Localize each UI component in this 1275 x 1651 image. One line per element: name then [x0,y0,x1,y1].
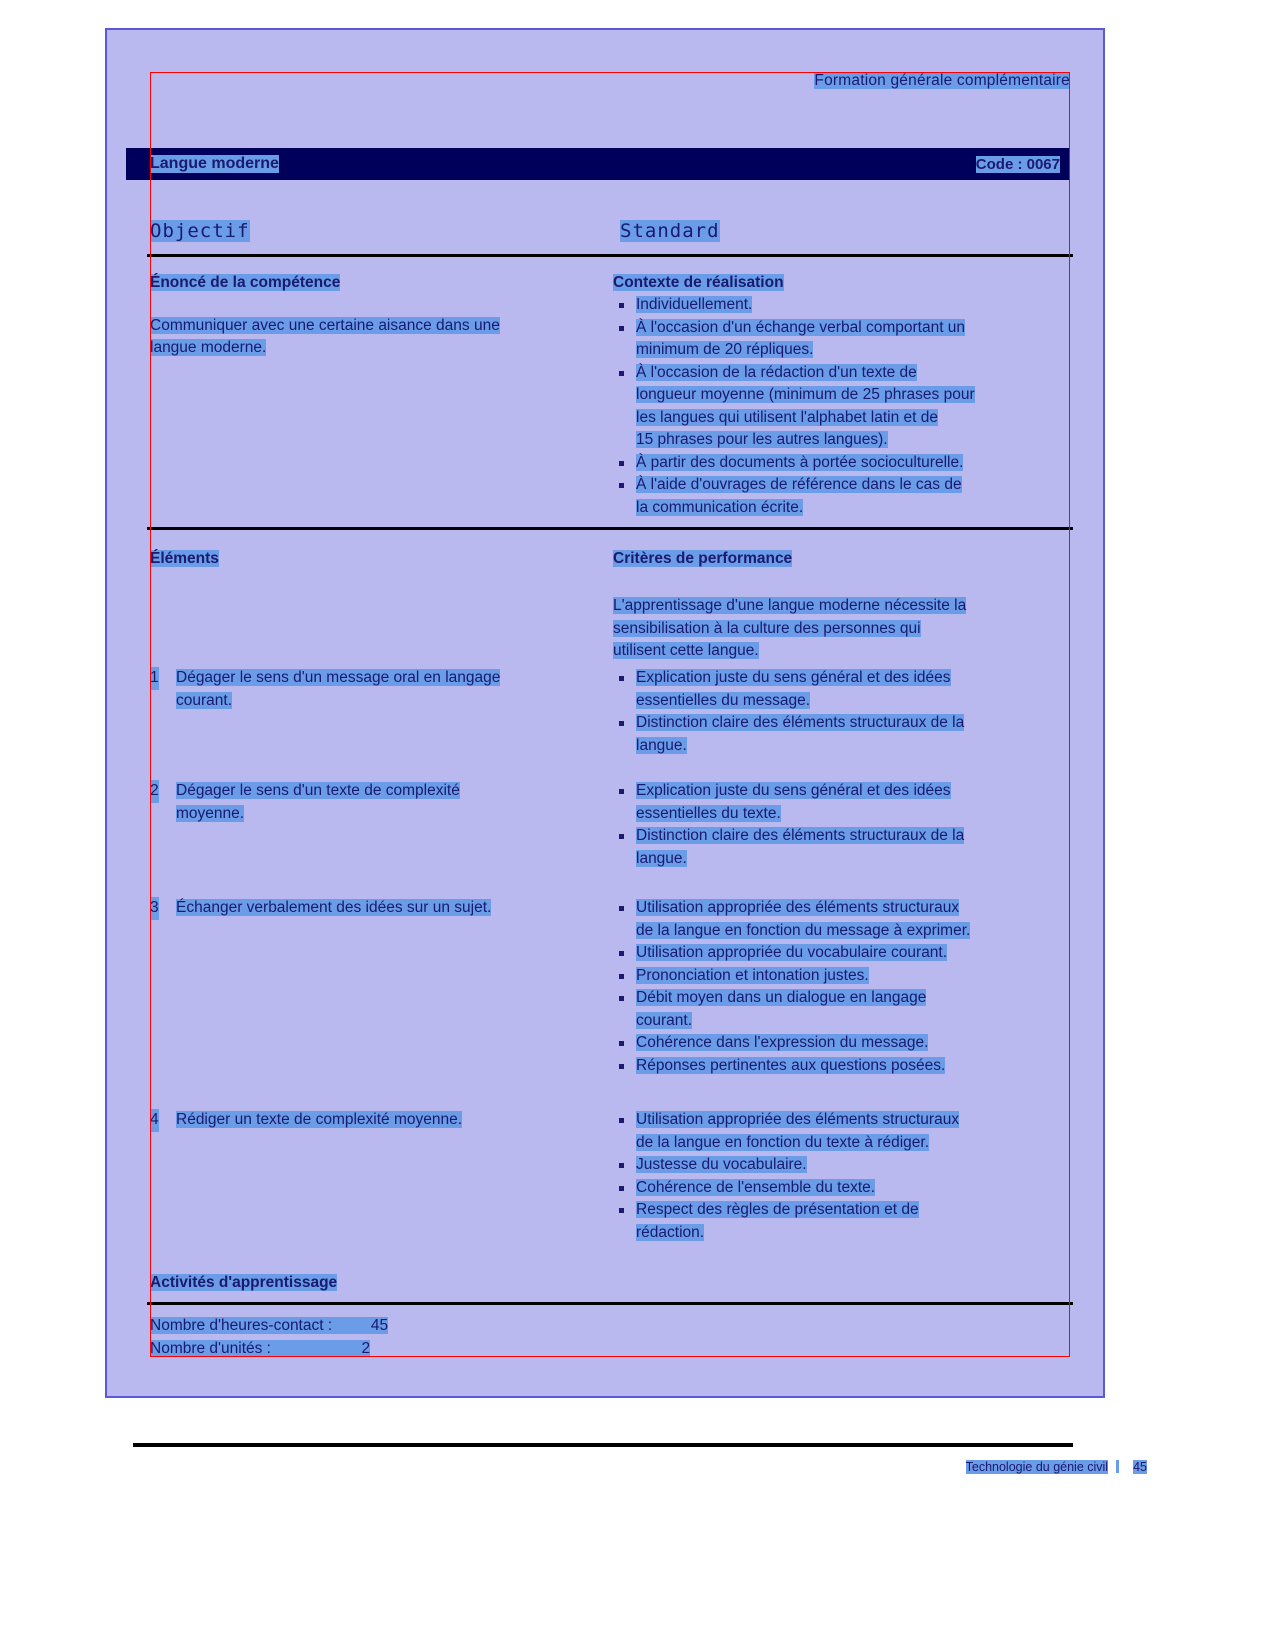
bullet-item: Débit moyen dans un dialogue en langage courant. [613,987,1068,1032]
course-title: Langue moderne [150,155,279,172]
bullet-item: À l'aide d'ouvrages de référence dans le cas de la communication écrite. [613,474,1068,519]
section-header-elements: Éléments [150,550,219,567]
footer-page-number: 45 [1133,1460,1147,1474]
bullet-item: Cohérence de l'ensemble du texte. [613,1177,1068,1200]
element-row [150,1109,605,1132]
column-headers [150,220,1070,250]
running-head-text: Formation générale complémentaire [814,72,1070,89]
element-row [150,897,605,920]
element-text-line: moyenne. [176,804,245,822]
bullet-item: Explication juste du sens général et des idées essentielles du texte. [613,780,1068,825]
element-text-line: Échanger verbalement des idées sur un sujet. [176,899,492,916]
criteres-bullet-list [613,780,1068,870]
hours-contact-label: Nombre d'heures-contact : [150,1317,371,1334]
units-label: Nombre d'unités : [150,1340,362,1357]
bullet-item: À l'occasion d'un échange verbal comportant un minimum de 20 répliques. [613,317,1068,362]
hours-contact-value: 45 [370,1317,389,1334]
element-number: 1 [150,667,159,690]
bullet-item: Utilisation appropriée des éléments structuraux de la langue en fonction du texte à rédiger. [613,1109,1068,1154]
section-header-enonce: Énoncé de la compétence [150,274,341,291]
criteres-bullet-list [613,667,1068,757]
bullet-item: Respect des règles de présentation et de rédaction. [613,1199,1068,1244]
element-row [150,780,605,825]
bullet-item: Distinction claire des éléments structuraux de la langue. [613,712,1068,757]
running-head [814,72,1070,90]
section-header-contexte: Contexte de réalisation [613,274,784,291]
criteres-bullet-list [613,897,1068,1077]
bullet-item: Réponses pertinentes aux questions posées. [613,1055,1068,1078]
course-title-bar [126,148,1070,180]
element-text-line: Dégager le sens d'un message oral en langage [176,669,501,686]
units-value: 2 [361,1340,371,1357]
bullet-item: Utilisation appropriée du vocabulaire courant. [613,942,1068,965]
criteres-bullet-list [613,1109,1068,1244]
hours-contact-row [150,1314,388,1337]
course-code: Code : 0067 [975,155,1060,173]
bullet-item: Prononciation et intonation justes. [613,965,1068,988]
column-header-objectif: Objectif [150,220,250,242]
competence-line: langue moderne. [150,339,267,356]
competence-statement [150,315,600,359]
divider-rule-middle [147,527,1073,530]
bullet-item: Explication juste du sens général et des idées essentielles du message. [613,667,1068,712]
element-row [150,667,605,712]
bullet-item: Distinction claire des éléments structuraux de la langue. [613,825,1068,870]
bullet-item: Utilisation appropriée des éléments structuraux de la langue en fonction du message à exprimer. [613,897,1068,942]
bullet-item: Justesse du vocabulaire. [613,1154,1068,1177]
element-text-line: courant. [176,691,233,709]
element-text-line: Rédiger un texte de complexité moyenne. [176,1111,463,1128]
element-number: 4 [150,1109,159,1132]
element-number: 2 [150,780,159,803]
bullet-item: À l'occasion de la rédaction d'un texte de longueur moyenne (minimum de 25 phrases pour les langues qui utilisent l'alphabet latin et de 15 phrases pour les autres langues). [613,362,1068,452]
competence-line: Communiquer avec une certaine aisance dans une [150,317,500,334]
contexte-bullet-list [613,294,1068,519]
element-text-line: Dégager le sens d'un texte de complexité [176,782,460,799]
bullet-item: Individuellement. [613,294,1068,317]
criteres-intro-note: L'apprentissage d'une langue moderne nécessite la sensibilisation à la culture des personnes qui utilisent cette langue. [613,597,967,659]
section-header-criteres: Critères de performance [613,550,793,567]
footer-rule [133,1443,1073,1447]
divider-rule-bottom [147,1302,1073,1305]
column-header-standard: Standard [620,220,720,242]
divider-rule-top [147,254,1073,257]
bullet-item: À partir des documents à portée socioculturelle. [613,452,1068,475]
footer-program: Technologie du génie civil [965,1460,1109,1474]
footer [966,1460,1147,1474]
hours-block [150,1314,388,1360]
bullet-item: Cohérence dans l'expression du message. [613,1032,1068,1055]
units-row [150,1337,388,1360]
section-header-activites: Activités d'apprentissage [150,1274,338,1291]
element-number: 3 [150,897,159,920]
footer-separator [1116,1460,1119,1473]
document-content [150,72,1070,1357]
